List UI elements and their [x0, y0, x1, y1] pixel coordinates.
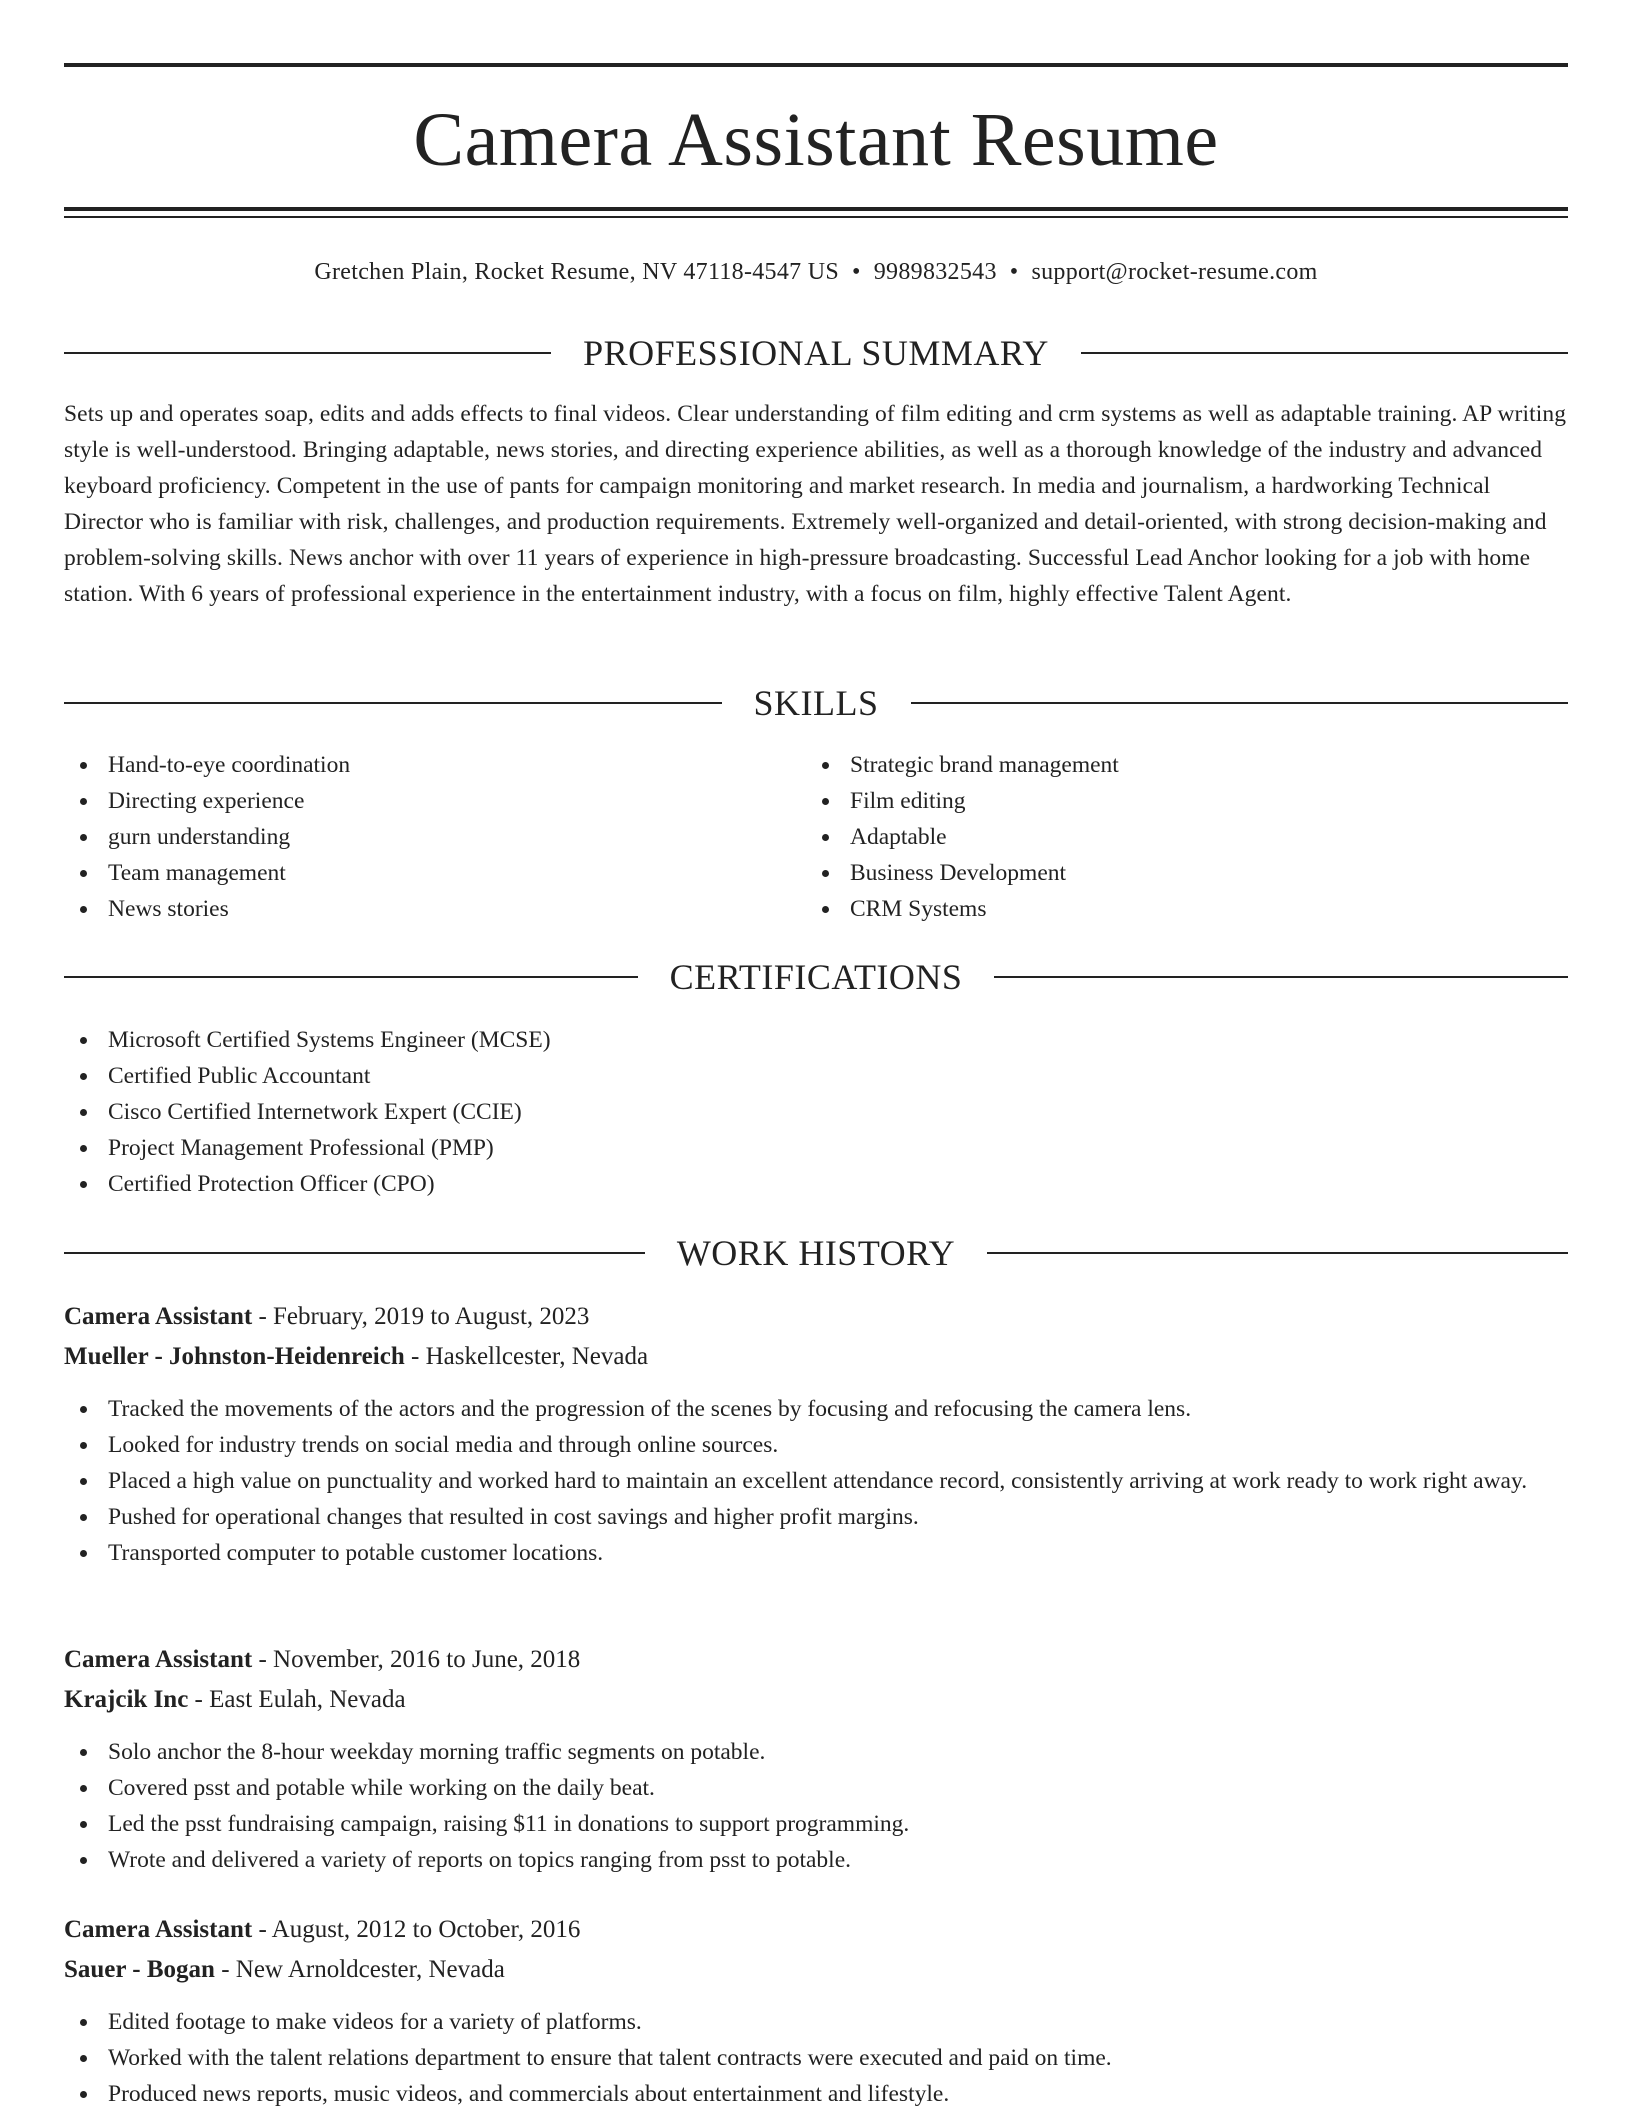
contact-line — [64, 254, 1568, 290]
certification-item: Cisco Certified Internetwork Expert (CCIE) — [64, 1094, 1568, 1130]
job-dates: February, 2019 to August, 2023 — [273, 1303, 590, 1330]
job-entry — [64, 1297, 1568, 1377]
job-title: Camera Assistant — [64, 1646, 253, 1673]
job-title-line: Camera Assistant - February, 2019 to August, 2023 — [64, 1303, 590, 1330]
header-bottom-rule-1 — [64, 207, 1568, 211]
skill-item: CRM Systems — [806, 891, 1546, 927]
divider-line — [994, 976, 1568, 978]
certifications-heading — [64, 953, 1568, 1001]
job-bullet: Wrote and delivered a variety of reports on topics ranging from psst to potable. — [64, 1842, 1568, 1878]
job-bullet: Solo anchor the 8-hour weekday morning traffic segments on potable. — [64, 1734, 1568, 1770]
divider-line — [64, 352, 551, 354]
job-bullet: Produced news reports, music videos, and commercials about entertainment and lifestyle. — [64, 2076, 1568, 2112]
skill-item: News stories — [64, 891, 804, 927]
job-bullet: Looked for industry trends on social media and through online sources. — [64, 1427, 1568, 1463]
job-company-line: Krajcik Inc - East Eulah, Nevada — [64, 1686, 406, 1713]
job-bullet: Covered psst and potable while working on the daily beat. — [64, 1770, 1568, 1806]
job-entry — [64, 1640, 1568, 1720]
skill-item: Directing experience — [64, 783, 804, 819]
job-title: Camera Assistant — [64, 1916, 253, 1943]
certifications-list — [64, 1022, 1568, 1202]
contact-address: Gretchen Plain, Rocket Resume, NV 47118-4547 US — [314, 259, 840, 285]
job-bullets — [64, 2004, 1568, 2112]
divider-line — [64, 1252, 645, 1254]
certifications-heading-label: CERTIFICATIONS — [669, 957, 963, 997]
divider-line — [64, 702, 722, 704]
header-bottom-rule-2 — [64, 216, 1568, 218]
job-bullets — [64, 1734, 1568, 1878]
job-bullet: Led the psst fundraising campaign, raising $11 in donations to support programming. — [64, 1806, 1568, 1842]
job-bullet: Transported computer to potable customer locations. — [64, 1535, 1568, 1571]
job-company-line: Mueller - Johnston-Heidenreich - Haskellcester, Nevada — [64, 1343, 649, 1370]
divider-line — [987, 1252, 1568, 1254]
job-location: New Arnoldcester, Nevada — [235, 1956, 505, 1983]
contact-separator: • — [852, 259, 861, 285]
summary-heading — [64, 329, 1568, 377]
skill-item: Film editing — [806, 783, 1546, 819]
job-title-line: Camera Assistant - August, 2012 to October, 2016 — [64, 1916, 581, 1943]
certification-item: Microsoft Certified Systems Engineer (MCSE) — [64, 1022, 1568, 1058]
skill-item: Hand-to-eye coordination — [64, 747, 804, 783]
job-bullets — [64, 1391, 1568, 1571]
resume-title: Camera Assistant Resume — [413, 98, 1219, 182]
job-company-line: Sauer - Bogan - New Arnoldcester, Nevada — [64, 1956, 505, 1983]
job-title-line: Camera Assistant - November, 2016 to June, 2018 — [64, 1646, 581, 1673]
job-bullet: Tracked the movements of the actors and the progression of the scenes by focusing and refocusing the camera lens. — [64, 1391, 1568, 1427]
skill-item: Business Development — [806, 855, 1546, 891]
skills-heading — [64, 679, 1568, 727]
job-company: Sauer - Bogan — [64, 1956, 215, 1983]
contact-separator: • — [1009, 259, 1019, 285]
job-bullet: Pushed for operational changes that resulted in cost savings and higher profit margins. — [64, 1499, 1568, 1535]
certification-item: Certified Public Accountant — [64, 1058, 1568, 1094]
divider-line — [64, 976, 638, 978]
skill-item: Strategic brand management — [806, 747, 1546, 783]
job-entry — [64, 1910, 1568, 1990]
job-bullet: Edited footage to make videos for a variety of platforms. — [64, 2004, 1568, 2040]
job-company: Krajcik Inc — [64, 1686, 189, 1713]
skills-heading-label: SKILLS — [753, 683, 879, 723]
job-title: Camera Assistant — [64, 1303, 253, 1330]
divider-line — [1081, 352, 1568, 354]
work-history-heading-label: WORK HISTORY — [676, 1233, 956, 1273]
certification-item: Certified Protection Officer (CPO) — [64, 1166, 1568, 1202]
skills-column-left — [64, 747, 804, 927]
job-bullet: Worked with the talent relations department to ensure that talent contracts were executed and paid on time. — [64, 2040, 1568, 2076]
skills-column-right — [806, 747, 1546, 927]
job-dates: August, 2012 to October, 2016 — [271, 1916, 581, 1943]
contact-phone: 9989832543 — [873, 259, 997, 285]
job-bullet: Placed a high value on punctuality and worked hard to maintain an excellent attendance record, consistently arriving at work ready to work right away. — [64, 1463, 1568, 1499]
skill-item: gurn understanding — [64, 819, 804, 855]
work-history-heading — [64, 1229, 1568, 1277]
contact-email: support@rocket-resume.com — [1031, 259, 1318, 285]
certification-item: Project Management Professional (PMP) — [64, 1130, 1568, 1166]
skill-item: Adaptable — [806, 819, 1546, 855]
job-dates: November, 2016 to June, 2018 — [273, 1646, 581, 1673]
skill-item: Team management — [64, 855, 804, 891]
summary-heading-label: PROFESSIONAL SUMMARY — [583, 333, 1049, 373]
job-location: East Eulah, Nevada — [209, 1686, 406, 1713]
summary-text: Sets up and operates soap, edits and adds effects to final videos. Clear understanding of film editing and crm systems as well as adaptable training. AP writing style is well-understood. Bringing adaptable, news stories, and directing experience abilities, as well as a thorough knowledge of the industry and advanced keyboard proficiency. Competent in the use of pants for campaign monitoring and market research. In media and journalism, a hardworking Technical Director who is familiar with risk, challenges, and production requirements. Extremely well-organized and detail-oriented, with strong decision-making and problem-solving skills. News anchor with over 11 years of experience in high-pressure broadcasting. Successful Lead Anchor looking for a job with home station. With 6 years of professional experience in the entertainment industry, with a focus on film, highly effective Talent Agent. — [64, 401, 1567, 607]
divider-line — [911, 702, 1569, 704]
job-company: Mueller - Johnston-Heidenreich — [64, 1343, 405, 1370]
job-location: Haskellcester, Nevada — [425, 1343, 649, 1370]
header-top-rule — [64, 63, 1568, 67]
